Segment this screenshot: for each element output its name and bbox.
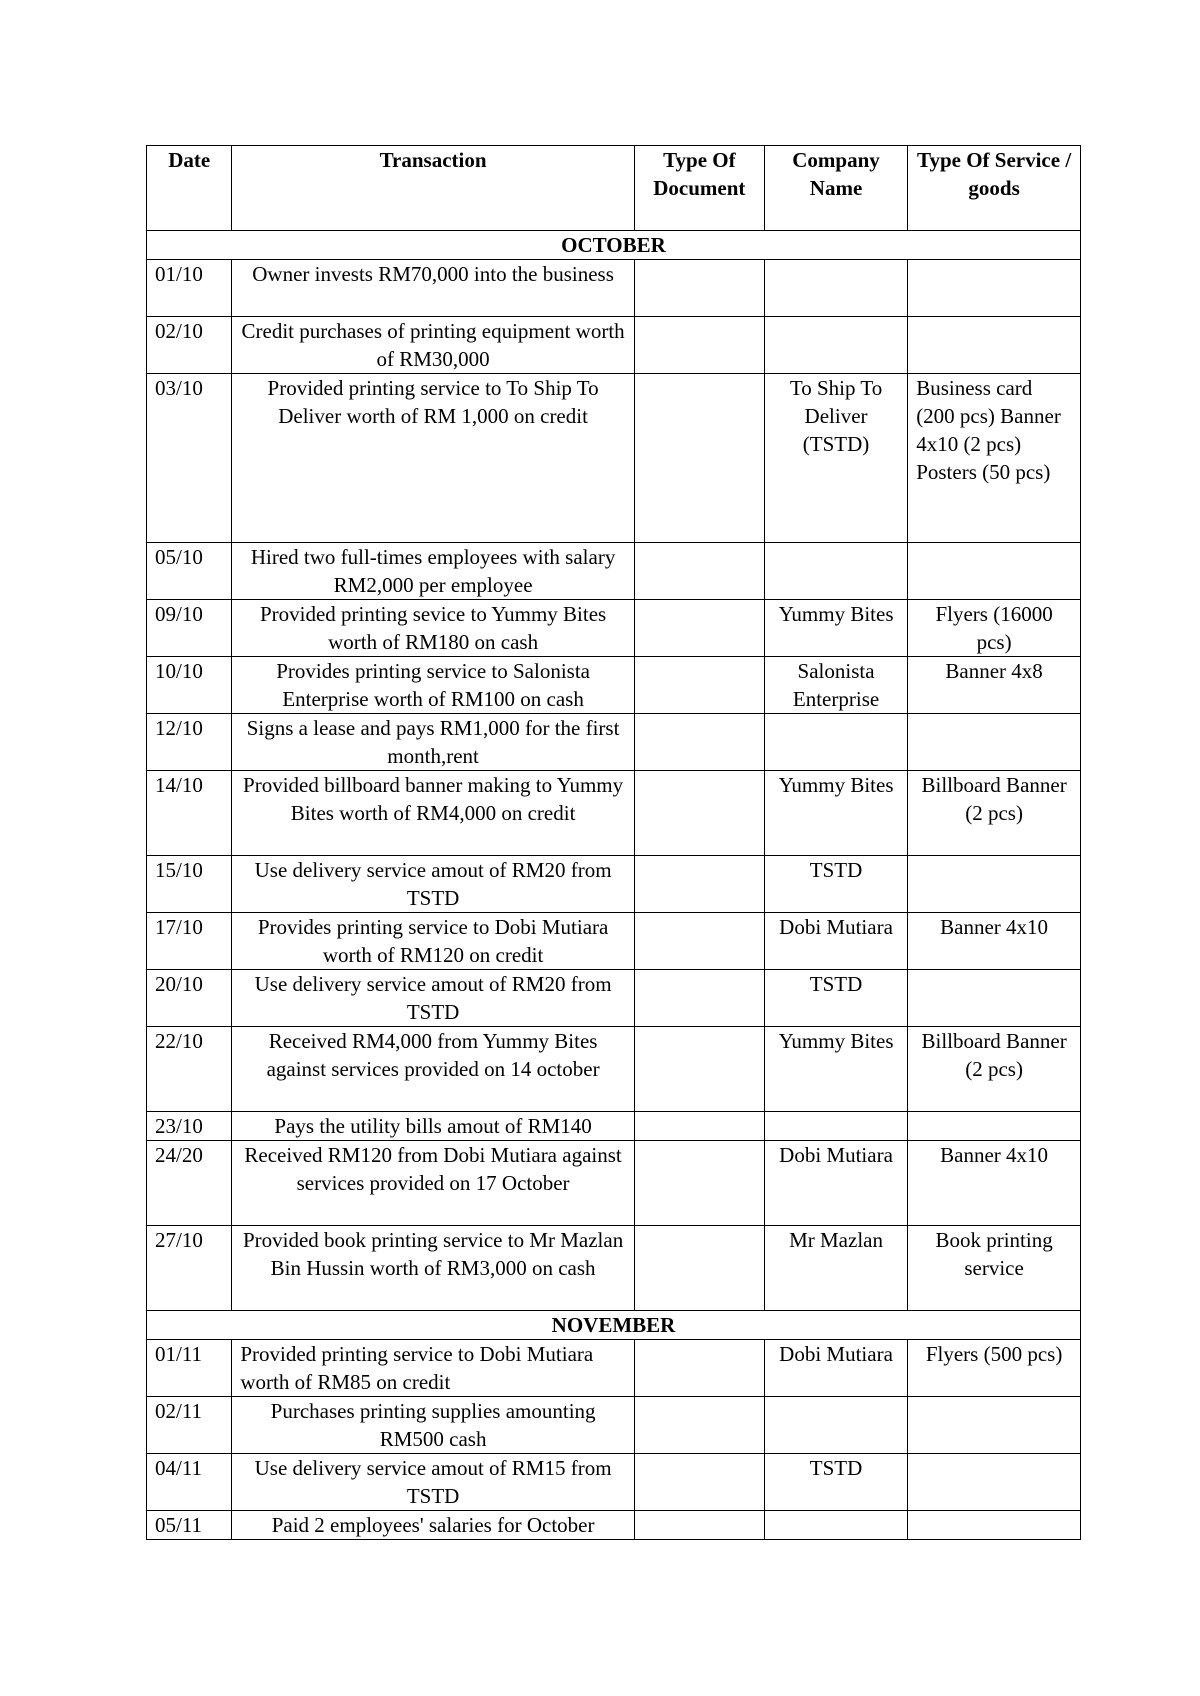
cell-transaction: Provides printing service to Salonista Enterprise worth of RM100 on cash [232,657,634,714]
cell-service [908,1397,1081,1454]
cell-date: 27/10 [147,1226,232,1311]
cell-transaction: Provides printing service to Dobi Mutiara worth of RM120 on credit [232,913,634,970]
header-date: Date [147,146,232,231]
table-row [147,1454,1081,1511]
cell-company: TSTD [764,1454,907,1511]
cell-company [764,260,907,317]
cell-company: Dobi Mutiara [764,1340,907,1397]
cell-document-type [634,1397,764,1454]
cell-service [908,543,1081,600]
cell-service: Flyers (16000 pcs) [908,600,1081,657]
cell-company: Yummy Bites [764,771,907,856]
month-row-october [147,231,1081,260]
cell-service: Billboard Banner (2 pcs) [908,771,1081,856]
cell-document-type [634,1141,764,1226]
cell-service: Business card (200 pcs) Banner 4x10 (2 pcs) Posters (50 pcs) [908,374,1081,543]
cell-company [764,1397,907,1454]
cell-document-type [634,657,764,714]
table-row [147,913,1081,970]
table-row [147,1141,1081,1226]
cell-company: Dobi Mutiara [764,1141,907,1226]
cell-transaction: Credit purchases of printing equipment worth of RM30,000 [232,317,634,374]
cell-company: To Ship To Deliver (TSTD) [764,374,907,543]
cell-service [908,317,1081,374]
cell-document-type [634,1511,764,1540]
month-row-november [147,1311,1081,1340]
cell-date: 22/10 [147,1027,232,1112]
cell-transaction: Provided book printing service to Mr Mazlan Bin Hussin worth of RM3,000 on cash [232,1226,634,1311]
cell-document-type [634,714,764,771]
table-row [147,771,1081,856]
table-row [147,317,1081,374]
cell-document-type [634,913,764,970]
cell-date: 14/10 [147,771,232,856]
cell-service [908,1112,1081,1141]
cell-service [908,1454,1081,1511]
cell-company: Yummy Bites [764,600,907,657]
cell-transaction: Signs a lease and pays RM1,000 for the first month,rent [232,714,634,771]
cell-document-type [634,1340,764,1397]
cell-document-type [634,856,764,913]
header-document-type: Type Of Document [634,146,764,231]
table-row [147,260,1081,317]
header-service-type: Type Of Service / goods [908,146,1081,231]
cell-date: 12/10 [147,714,232,771]
table-row [147,543,1081,600]
cell-company [764,1112,907,1141]
cell-service [908,1511,1081,1540]
cell-service [908,970,1081,1027]
table-row [147,970,1081,1027]
cell-service: Billboard Banner (2 pcs) [908,1027,1081,1112]
cell-company: Dobi Mutiara [764,913,907,970]
cell-transaction: Provided printing service to To Ship To Deliver worth of RM 1,000 on credit [232,374,634,543]
cell-service: Banner 4x10 [908,1141,1081,1226]
table-row [147,856,1081,913]
cell-document-type [634,600,764,657]
cell-service: Banner 4x10 [908,913,1081,970]
cell-transaction: Owner invests RM70,000 into the business [232,260,634,317]
cell-date: 15/10 [147,856,232,913]
cell-transaction: Received RM120 from Dobi Mutiara against services provided on 17 October [232,1141,634,1226]
table-row [147,1112,1081,1141]
cell-company [764,543,907,600]
table-row [147,1226,1081,1311]
cell-company [764,1511,907,1540]
header-row [147,146,1081,231]
cell-transaction: Use delivery service amout of RM20 from TSTD [232,970,634,1027]
table-row [147,657,1081,714]
cell-document-type [634,1226,764,1311]
cell-date: 05/11 [147,1511,232,1540]
transactions-table [146,145,1081,1540]
cell-company [764,317,907,374]
cell-transaction: Provided printing sevice to Yummy Bites worth of RM180 on cash [232,600,634,657]
cell-document-type [634,1454,764,1511]
month-label: OCTOBER [147,231,1081,260]
cell-company: Mr Mazlan [764,1226,907,1311]
cell-date: 01/11 [147,1340,232,1397]
cell-document-type [634,1112,764,1141]
cell-company: Salonista Enterprise [764,657,907,714]
cell-service [908,714,1081,771]
cell-date: 02/10 [147,317,232,374]
cell-document-type [634,970,764,1027]
cell-document-type [634,1027,764,1112]
cell-date: 01/10 [147,260,232,317]
month-label: NOVEMBER [147,1311,1081,1340]
cell-date: 03/10 [147,374,232,543]
cell-service: Book printing service [908,1226,1081,1311]
cell-transaction: Purchases printing supplies amounting RM500 cash [232,1397,634,1454]
header-company-name: Company Name [764,146,907,231]
cell-transaction: Pays the utility bills amout of RM140 [232,1112,634,1141]
cell-date: 05/10 [147,543,232,600]
table-row [147,1511,1081,1540]
cell-transaction: Use delivery service amout of RM20 from TSTD [232,856,634,913]
cell-transaction: Use delivery service amout of RM15 from TSTD [232,1454,634,1511]
table-row [147,1397,1081,1454]
cell-service: Flyers (500 pcs) [908,1340,1081,1397]
cell-service [908,260,1081,317]
table-row [147,374,1081,543]
cell-date: 10/10 [147,657,232,714]
table-row [147,714,1081,771]
cell-date: 04/11 [147,1454,232,1511]
cell-document-type [634,543,764,600]
cell-company [764,714,907,771]
cell-transaction: Hired two full-times employees with salary RM2,000 per employee [232,543,634,600]
cell-document-type [634,260,764,317]
cell-transaction: Received RM4,000 from Yummy Bites against services provided on 14 october [232,1027,634,1112]
cell-company: TSTD [764,970,907,1027]
header-transaction: Transaction [232,146,634,231]
table-row [147,1340,1081,1397]
cell-service: Banner 4x8 [908,657,1081,714]
cell-transaction: Provided billboard banner making to Yummy Bites worth of RM4,000 on credit [232,771,634,856]
cell-document-type [634,374,764,543]
cell-transaction: Paid 2 employees' salaries for October [232,1511,634,1540]
cell-date: 23/10 [147,1112,232,1141]
table-row [147,600,1081,657]
cell-date: 17/10 [147,913,232,970]
cell-date: 20/10 [147,970,232,1027]
cell-company: Yummy Bites [764,1027,907,1112]
cell-document-type [634,317,764,374]
cell-date: 02/11 [147,1397,232,1454]
cell-company: TSTD [764,856,907,913]
table-row [147,1027,1081,1112]
cell-service [908,856,1081,913]
cell-date: 09/10 [147,600,232,657]
cell-date: 24/20 [147,1141,232,1226]
cell-transaction: Provided printing service to Dobi Mutiara worth of RM85 on credit [232,1340,634,1397]
cell-document-type [634,771,764,856]
